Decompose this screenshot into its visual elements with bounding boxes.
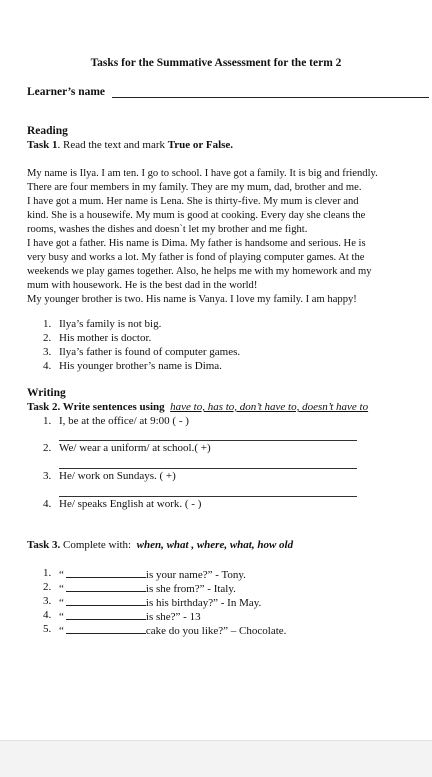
- fill-blank[interactable]: [66, 623, 146, 634]
- reading-heading: Reading: [27, 125, 68, 137]
- answer-line[interactable]: [59, 496, 357, 497]
- reading-text: [27, 167, 432, 307]
- reading-line: kind. She is a housewife. My mum is good at cooking. Every day she cleans the: [27, 210, 366, 221]
- task3-item: [59, 623, 286, 637]
- writing-item-number: 4.: [43, 498, 52, 510]
- writing-item-number: 1.: [43, 415, 52, 427]
- statement-number: 2.: [43, 332, 52, 344]
- reading-line: I have got a mum. Her name is Lena. She is thirty-five. My mum is clever and: [27, 196, 359, 207]
- task2-words: have to, has to, don’t have to, doesn’t have to: [170, 401, 369, 413]
- open-quote: “: [59, 611, 64, 623]
- task3-item-number: 4.: [43, 609, 52, 621]
- statement-number: 1.: [43, 318, 52, 330]
- task3-words: when, what , where, what, how old: [136, 539, 294, 551]
- task3-item-number: 5.: [43, 623, 52, 635]
- task1-label: Task 1: [27, 139, 58, 151]
- reading-line: My younger brother is two. His name is Vanya. I love my family. I am happy!: [27, 294, 357, 305]
- task3-item-number: 3.: [43, 595, 52, 607]
- task3-instruction: [27, 539, 293, 551]
- task2-instruction: [27, 401, 368, 413]
- task3-item-number: 1.: [43, 567, 52, 579]
- statement-text: Ilya’s family is not big.: [59, 318, 162, 330]
- reading-line: There are four members in my family. They are my mum, dad, brother and me.: [27, 182, 362, 193]
- fill-blank[interactable]: [66, 609, 146, 620]
- fill-blank[interactable]: [66, 595, 146, 606]
- task3-item-number: 2.: [43, 581, 52, 593]
- task3-label: Task 3.: [27, 539, 61, 551]
- fill-blank[interactable]: [66, 567, 146, 578]
- writing-item-number: 2.: [43, 442, 52, 454]
- task3-item: [59, 609, 201, 623]
- bottom-bar: [0, 740, 432, 777]
- open-quote: “: [59, 625, 64, 637]
- fill-blank[interactable]: [66, 581, 146, 592]
- learner-name-line: [112, 97, 429, 98]
- answer-line[interactable]: [59, 468, 357, 469]
- task3-text: Complete with:: [60, 539, 132, 551]
- reading-line: I have got a father. His name is Dima. My father is handsome and serious. He is: [27, 238, 366, 249]
- task3-item-text: is she?” - 13: [145, 611, 201, 623]
- task3-item: [59, 581, 236, 595]
- task3-item: [59, 595, 261, 609]
- reading-line: very busy and works a lot. My father is fond of playing computer games. At the: [27, 252, 365, 263]
- task1-instruction: [27, 139, 233, 151]
- task3-item: [59, 567, 246, 581]
- writing-item-text: We/ wear a uniform/ at school.( +): [59, 442, 211, 454]
- task3-item-text: is your name?” - Tony.: [145, 569, 246, 581]
- reading-line: My name is Ilya. I am ten. I go to school. I have got a family. It is big and friendly.: [27, 168, 378, 179]
- open-quote: “: [59, 569, 64, 581]
- reading-line: weekends we play games together. Also, he helps me with my homework and my: [27, 266, 372, 277]
- task3-item-text: is his birthday?” - In May.: [145, 597, 262, 609]
- writing-heading: Writing: [27, 387, 66, 399]
- writing-item-text: I, be at the office/ at 9:00 ( - ): [59, 415, 189, 427]
- task3-item-text: cake do you like?” – Chocolate.: [145, 625, 287, 637]
- reading-line: rooms, washes the dishes and doesn`t let my brother and me fight.: [27, 224, 308, 235]
- page-title: Tasks for the Summative Assessment for the term 2: [90, 57, 342, 69]
- statement-text: Ilya’s father is found of computer games.: [59, 346, 241, 358]
- task2-label: Task 2. Write sentences using: [27, 401, 165, 413]
- task1-text: . Read the text and mark: [57, 139, 168, 151]
- writing-item-text: He/ speaks English at work. ( - ): [59, 498, 202, 510]
- learner-name-label: Learner’s name: [27, 86, 106, 98]
- writing-item-text: He/ work on Sundays. ( +): [59, 470, 176, 482]
- writing-item-number: 3.: [43, 470, 52, 482]
- task1-bold: True or False.: [167, 139, 234, 151]
- open-quote: “: [59, 583, 64, 595]
- task3-item-text: is she from?” - Italy.: [145, 583, 236, 595]
- answer-line[interactable]: [59, 440, 357, 441]
- statement-number: 3.: [43, 346, 52, 358]
- statement-text: His mother is doctor.: [59, 332, 152, 344]
- reading-line: mum with housework. He is the best dad in the world!: [27, 280, 258, 291]
- statement-text: His younger brother’s name is Dima.: [59, 360, 222, 372]
- open-quote: “: [59, 597, 64, 609]
- statement-number: 4.: [43, 360, 52, 372]
